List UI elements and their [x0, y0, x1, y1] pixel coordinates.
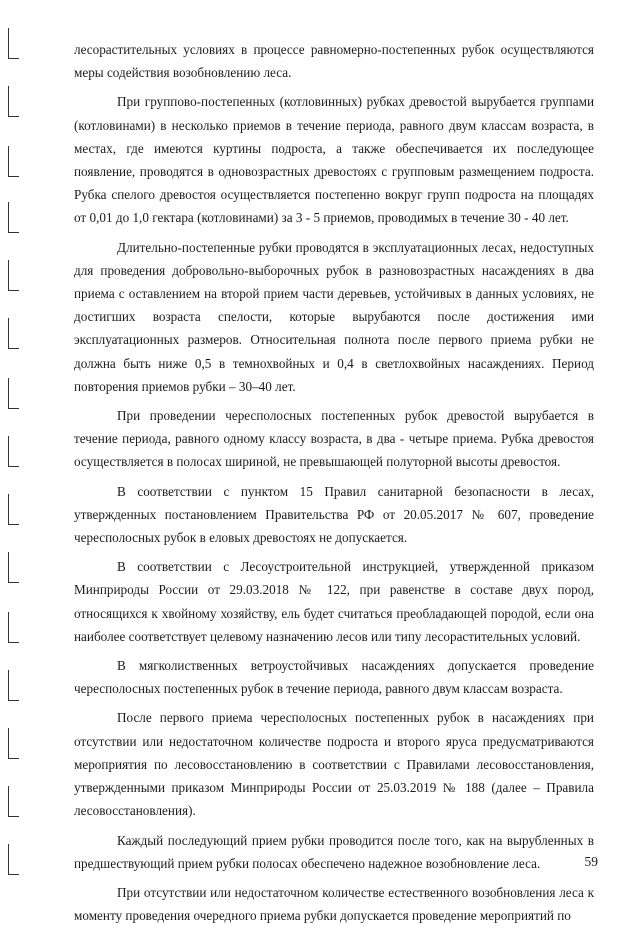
- paragraph: лесорастительных условиях в процессе равномерно-постепенных рубок осуществляются меры содействия возобновлению леса.: [74, 42, 594, 81]
- body-text: [74, 38, 594, 933]
- paragraph: В мягколиственных ветроустойчивых насаждениях допускается проведение чересполосных постепенных рубок в течение периода, равного двум классам возраста.: [74, 658, 594, 697]
- paragraph: При проведении чересполосных постепенных рубок древостой вырубается в течение периода, равного одному классу возраста, в два - четыре приема. Рубка древостоя осуществляется в полосах шириной, не превышающей полуторной высоты древостоя.: [74, 408, 594, 470]
- margin-mark: [8, 202, 19, 233]
- paragraph: В соответствии с Лесоустроительной инструкцией, утвержденной приказом Минприроды России от 29.03.2018 № 122, при равенстве в составе двух пород, относящихся к хвойному хозяйству, ель будет считаться преобладающей породой, если она наиболее соответствует целевому назначению лесов или типу лесорастительных условий.: [74, 559, 594, 644]
- margin-mark: [8, 494, 19, 525]
- margin-mark: [8, 86, 19, 117]
- margin-mark: [8, 318, 19, 349]
- margin-mark: [8, 28, 19, 59]
- margin-mark: [8, 728, 19, 759]
- margin-mark: [8, 612, 19, 643]
- margin-mark: [8, 436, 19, 467]
- binding-margin-marks: [0, 0, 20, 905]
- margin-mark: [8, 844, 19, 875]
- margin-mark: [8, 552, 19, 583]
- paragraph: В соответствии с пунктом 15 Правил санитарной безопасности в лесах, утвержденных постановлением Правительства РФ от 20.05.2017 № 607, проведение чересполосных рубок в еловых древостоях не допускается.: [74, 483, 594, 546]
- margin-mark: [8, 670, 19, 701]
- paragraph: При группово-постепенных (котловинных) рубках древостой вырубается группами (котловинами) в несколько приемов в течение периода, равного двум классам возраста, в местах, где имеются куртины подроста, а также обеспечивается их последующее появление, проводятся в одновозрастных древостоях с групповым размещением подроста. Рубка спелого древостоя осуществляется постепенно вокруг групп подроста на площадях от 0,01 до 1,0 гектара (котловинами) за 3 - 5 приемов, проводимых в течение 30 - 40 лет.: [74, 94, 594, 226]
- margin-mark: [8, 786, 19, 817]
- paragraph: После первого приема чересполосных постепенных рубок в насаждениях при отсутствии или недостаточном количестве подроста и второго яруса предусматриваются мероприятия по лесовосстановлению в соответствии с Правилами лесовосстановления, утвержденными приказом Минприроды России от 25.03.2019 № 188 (далее – Правила лесовосстановления).: [74, 710, 594, 819]
- paragraph: Каждый последующий прием рубки проводится после того, как на вырубленных в предшествующий прием рубки полосах обеспечено надежное возобновление леса.: [74, 832, 594, 871]
- margin-mark: [8, 378, 19, 409]
- paragraph: Длительно-постепенные рубки проводятся в эксплуатационных лесах, недоступных для проведения добровольно-выборочных рубок в разновозрастных насаждениях в два приема с оставлением на второй прием части деревьев, устойчивых в данных условиях, не достигших возраста спелости, которые вырубаются после достижения ими эксплуатационных размеров. Относительная полнота после первого приема рубки не должна быть ниже 0,5 в темнохвойных и 0,4 в светлохвойных насаждениях. Период повторения приемов рубки – 30–40 лет.: [74, 239, 594, 394]
- page-number: 59: [584, 854, 598, 869]
- paragraph: При отсутствии или недостаточном количестве естественного возобновления леса к моменту проведения очередного приема рубки допускается проведение мероприятий по: [74, 884, 594, 924]
- margin-mark: [8, 146, 19, 177]
- margin-mark: [8, 260, 19, 291]
